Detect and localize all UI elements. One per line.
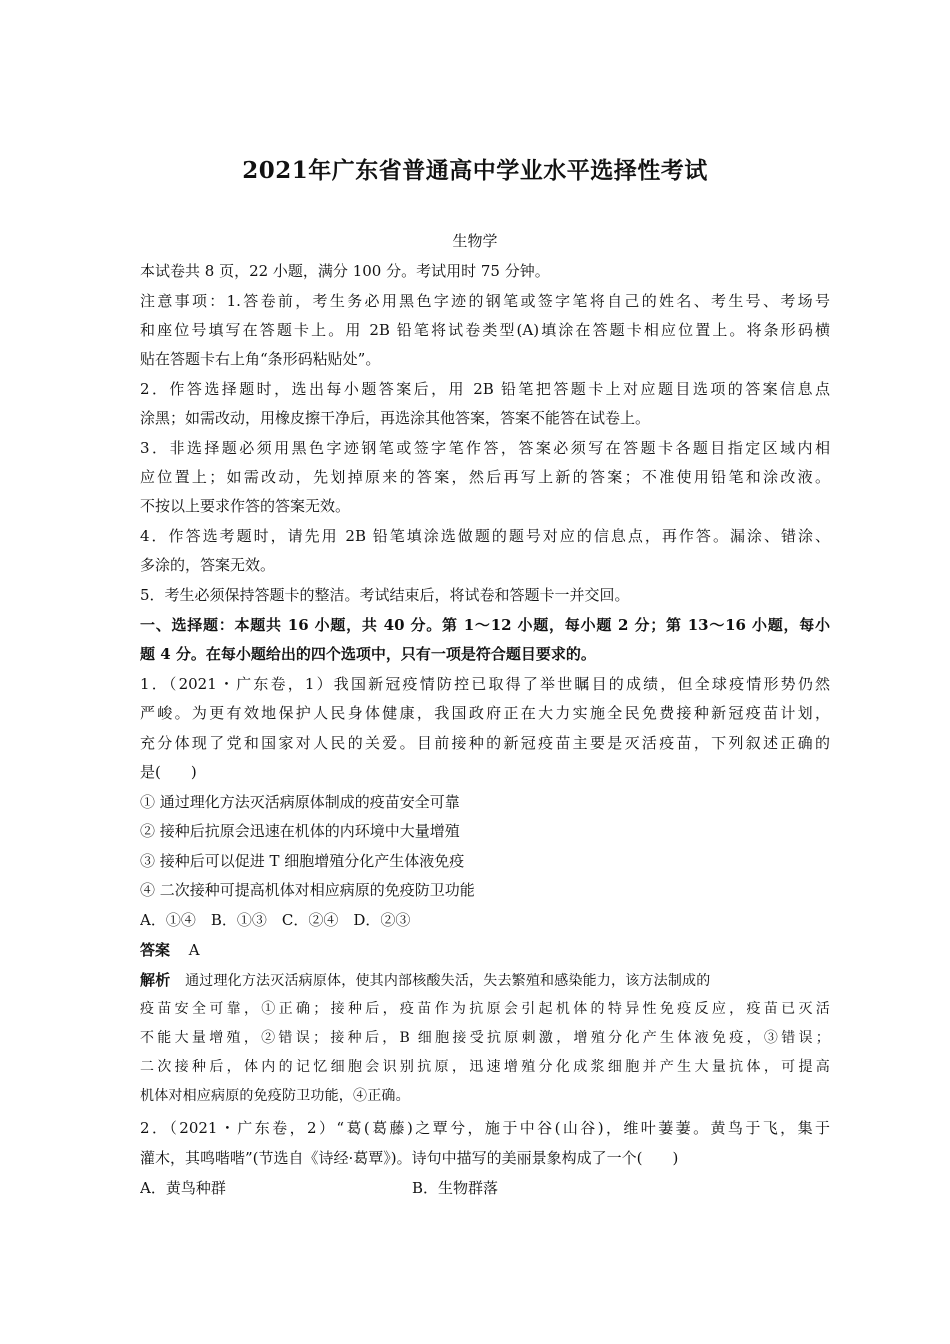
statement-1: ① 通过理化方法灭活病原体制成的疫苗安全可靠: [140, 793, 460, 811]
note-line: 3．非选择题必须用黑色字迹钢笔或签字笔作答，答案必须写在答题卡各题目指定区域内相: [140, 439, 830, 457]
question-1-options: A．①④ B．①③ C．②④ D．②③: [140, 911, 411, 929]
subject-heading: 生物学: [452, 232, 498, 250]
note-line: 和座位号填写在答题卡上。用 2B 铅笔将试卷类型(A)填涂在答题卡相应位置上。将条形码横: [140, 321, 830, 339]
question-1-stem: 严峻。为更有效地保护人民身体健康，我国政府正在大力实施全民免费接种新冠疫苗计划，: [140, 704, 830, 722]
note-line: 应位置上；如需改动，先划掉原来的答案，然后再写上新的答案；不准使用铅笔和涂改液。: [140, 468, 830, 486]
question-2-stem: 灌木，其鸣喈喈”(节选自《诗经·葛覃》)。诗句中描写的美丽景象构成了一个( ): [140, 1149, 679, 1167]
note-line: 4．作答选考题时，请先用 2B 铅笔填涂选做题的题号对应的信息点，再作答。漏涂、错涂、: [140, 527, 830, 545]
statement-4: ④ 二次接种可提高机体对相应病原的免疫防卫功能: [140, 881, 475, 899]
analysis-line: 疫苗安全可靠，①正确；接种后，疫苗作为抗原会引起机体的特异性免疫反应，疫苗已灭活: [140, 1001, 830, 1017]
answer-label: 答案: [140, 941, 171, 959]
note-line: 多涂的，答案无效。: [140, 556, 276, 574]
note-line: 5．考生必须保持答题卡的整洁。考试结束后，将试卷和答题卡一并交回。: [140, 586, 630, 604]
analysis-row: [140, 969, 830, 992]
analysis-label: 解析: [140, 971, 171, 989]
question-1-stem: 1．（2021・广东卷，1）我国新冠疫情防控已取得了举世瞩目的成绩，但全球疫情形势仍然: [140, 675, 830, 693]
note-line: 注意事项：1.答卷前，考生务必用黑色字迹的钢笔或签字笔将自己的姓名、考生号、考场号: [140, 292, 830, 310]
note-line: 2．作答选择题时，选出每小题答案后，用 2B 铅笔把答题卡上对应题目选项的答案信息点: [140, 380, 830, 398]
note-line: 贴在答题卡右上角“条形码粘贴处”。: [140, 350, 381, 368]
answer-row: [140, 939, 830, 961]
question-1-stem: 是( ): [140, 763, 197, 781]
analysis-line: 机体对相应病原的免疫防卫功能，④正确。: [140, 1088, 410, 1104]
note-line: 涂黑；如需改动，用橡皮擦干净后，再选涂其他答案，答案不能答在试卷上。: [140, 409, 651, 427]
question-1-stem: 充分体现了党和国家对人民的关爱。目前接种的新冠疫苗主要是灭活疫苗，下列叙述正确的: [140, 734, 830, 752]
intro-text: 本试卷共 8 页，22 小题，满分 100 分。考试用时 75 分钟。: [140, 262, 550, 280]
page-title: 2021年广东省普通高中学业水平选择性考试: [242, 157, 708, 184]
option-b: B．生物群落: [412, 1179, 499, 1197]
statement-3: ③ 接种后可以促进 T 细胞增殖分化产生体液免疫: [140, 852, 465, 870]
option-a: A．黄鸟种群: [140, 1179, 226, 1197]
analysis-line: 不能大量增殖，②错误；接种后，B 细胞接受抗原刺激，增殖分化产生体液免疫，③错误；: [140, 1030, 830, 1046]
question-2-options: [140, 1177, 830, 1199]
section-heading: 一、选择题：本题共 16 小题，共 40 分。第 1～12 小题，每小题 2 分；第 13～16 小题，每小: [140, 616, 830, 634]
analysis-line: 二次接种后，体内的记忆细胞会识别抗原，迅速增殖分化成浆细胞并产生大量抗体，可提高: [140, 1059, 830, 1075]
question-2-stem: 2．（2021・广东卷，2）“葛(葛藤)之覃兮，施于中谷(山谷)，维叶萋萋。黄鸟于飞，集于: [140, 1119, 830, 1137]
statement-2: ② 接种后抗原会迅速在机体的内环境中大量增殖: [140, 822, 460, 840]
analysis-line: 通过理化方法灭活病原体，使其内部核酸失活，失去繁殖和感染能力，该方法制成的: [185, 973, 711, 989]
section-heading: 题 4 分。在每小题给出的四个选项中，只有一项是符合题目要求的。: [140, 645, 596, 663]
answer-value: A: [188, 941, 200, 959]
note-line: 不按以上要求作答的答案无效。: [140, 497, 351, 515]
